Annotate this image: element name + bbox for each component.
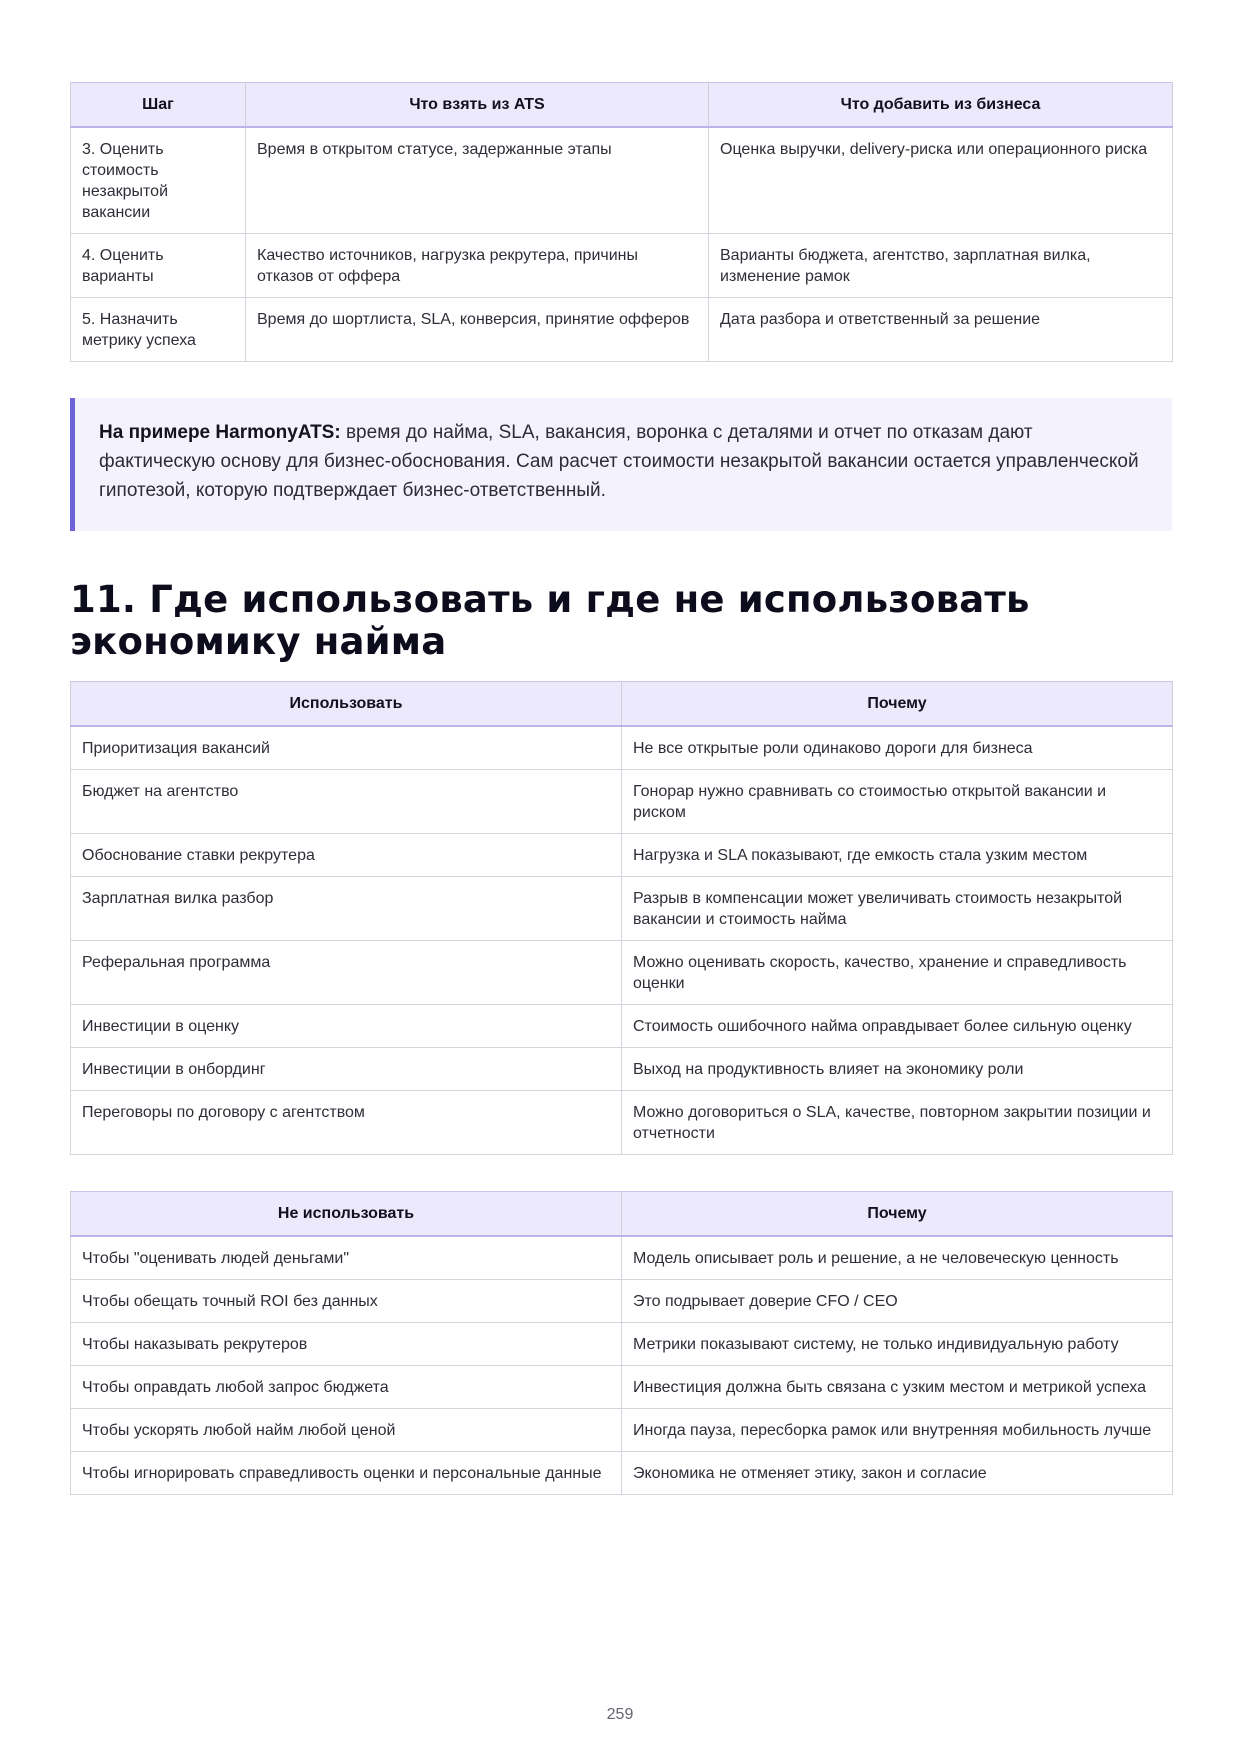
table-cell: Модель описывает роль и решение, а не человеческую ценность: [622, 1236, 1173, 1280]
dont-use-table: [70, 1191, 1173, 1495]
table-row: [71, 298, 1173, 362]
table-cell: Стоимость ошибочного найма оправдывает более сильную оценку: [622, 1005, 1173, 1048]
table-cell: Время до шортлиста, SLA, конверсия, принятие офферов: [246, 298, 709, 362]
table-cell: Переговоры по договору с агентством: [71, 1091, 622, 1155]
table-row: [71, 941, 1173, 1005]
table-row: [71, 127, 1173, 234]
table-cell: Обоснование ставки рекрутера: [71, 834, 622, 877]
table-cell: Чтобы оправдать любой запрос бюджета: [71, 1366, 622, 1409]
table-cell: Экономика не отменяет этику, закон и согласие: [622, 1452, 1173, 1495]
table-cell: Варианты бюджета, агентство, зарплатная вилка, изменение рамок: [709, 234, 1173, 298]
column-header: Что добавить из бизнеса: [709, 83, 1173, 128]
table-cell: Чтобы ускорять любой найм любой ценой: [71, 1409, 622, 1452]
table-row: [71, 1005, 1173, 1048]
column-header: Что взять из ATS: [246, 83, 709, 128]
page-number: 259: [606, 1706, 634, 1723]
table-row: [71, 834, 1173, 877]
table-row: [71, 1048, 1173, 1091]
table-cell: Качество источников, нагрузка рекрутера, причины отказов от оффера: [246, 234, 709, 298]
table-cell: Зарплатная вилка разбор: [71, 877, 622, 941]
table-header-row: [71, 682, 1173, 727]
table-cell: Чтобы наказывать рекрутеров: [71, 1323, 622, 1366]
table-row: [71, 1366, 1173, 1409]
document-page: [70, 82, 1172, 1495]
column-header: Не использовать: [71, 1192, 622, 1237]
table-header-row: [71, 83, 1173, 128]
table-cell: Дата разбора и ответственный за решение: [709, 298, 1173, 362]
table-cell: Инвестиции в оценку: [71, 1005, 622, 1048]
table-row: [71, 770, 1173, 834]
table-cell: Чтобы игнорировать справедливость оценки и персональные данные: [71, 1452, 622, 1495]
column-header: Использовать: [71, 682, 622, 727]
column-header: Шаг: [71, 83, 246, 128]
table-cell: Разрыв в компенсации может увеличивать стоимость незакрытой вакансии и стоимость найма: [622, 877, 1173, 941]
callout-lead: На примере HarmonyATS:: [99, 422, 341, 443]
example-callout: [70, 398, 1172, 531]
table-cell: Оценка выручки, delivery-риска или операционного риска: [709, 127, 1173, 234]
table-cell: Это подрывает доверие CFO / CEO: [622, 1280, 1173, 1323]
table-cell: Чтобы обещать точный ROI без данных: [71, 1280, 622, 1323]
table-cell: Метрики показывают систему, не только индивидуальную работу: [622, 1323, 1173, 1366]
callout-text: время до найма, SLA, вакансия, воронка с деталями и отчет по отказам дают фактическую основу для бизнес-обоснования. Сам расчет стоимости незакрытой вакансии остается управленческой гипотезой, которую подтверждает бизнес-ответственный.: [99, 422, 1139, 501]
table-cell: Можно договориться о SLA, качестве, повторном закрытии позиции и отчетности: [622, 1091, 1173, 1155]
table-cell: Нагрузка и SLA показывают, где емкость стала узким местом: [622, 834, 1173, 877]
table-cell: Инвестиции в онбординг: [71, 1048, 622, 1091]
table-row: [71, 1452, 1173, 1495]
column-header: Почему: [622, 682, 1173, 727]
table-cell: 4. Оценить варианты: [71, 234, 246, 298]
table-header-row: [71, 1192, 1173, 1237]
table-cell: Приоритизация вакансий: [71, 726, 622, 770]
table-cell: Выход на продуктивность влияет на экономику роли: [622, 1048, 1173, 1091]
table-cell: Инвестиция должна быть связана с узким местом и метрикой успеха: [622, 1366, 1173, 1409]
table-cell: Можно оценивать скорость, качество, хранение и справедливость оценки: [622, 941, 1173, 1005]
table-row: [71, 234, 1173, 298]
table-cell: Гонорар нужно сравнивать со стоимостью открытой вакансии и риском: [622, 770, 1173, 834]
table-cell: Время в открытом статусе, задержанные этапы: [246, 127, 709, 234]
table-cell: Не все открытые роли одинаково дороги для бизнеса: [622, 726, 1173, 770]
table-cell: Реферальная программа: [71, 941, 622, 1005]
table-cell: 3. Оценить стоимость незакрытой вакансии: [71, 127, 246, 234]
table-cell: Чтобы "оценивать людей деньгами": [71, 1236, 622, 1280]
table-row: [71, 1280, 1173, 1323]
table-row: [71, 877, 1173, 941]
use-table: [70, 681, 1173, 1155]
steps-table: [70, 82, 1173, 362]
column-header: Почему: [622, 1192, 1173, 1237]
section-title: 11. Где использовать и где не использовать экономику найма: [70, 578, 1030, 663]
table-row: [71, 1323, 1173, 1366]
table-row: [71, 1236, 1173, 1280]
table-row: [71, 1409, 1173, 1452]
table-cell: 5. Назначить метрику успеха: [71, 298, 246, 362]
table-cell: Иногда пауза, пересборка рамок или внутренняя мобильность лучше: [622, 1409, 1173, 1452]
table-row: [71, 726, 1173, 770]
table-cell: Бюджет на агентство: [71, 770, 622, 834]
table-row: [71, 1091, 1173, 1155]
